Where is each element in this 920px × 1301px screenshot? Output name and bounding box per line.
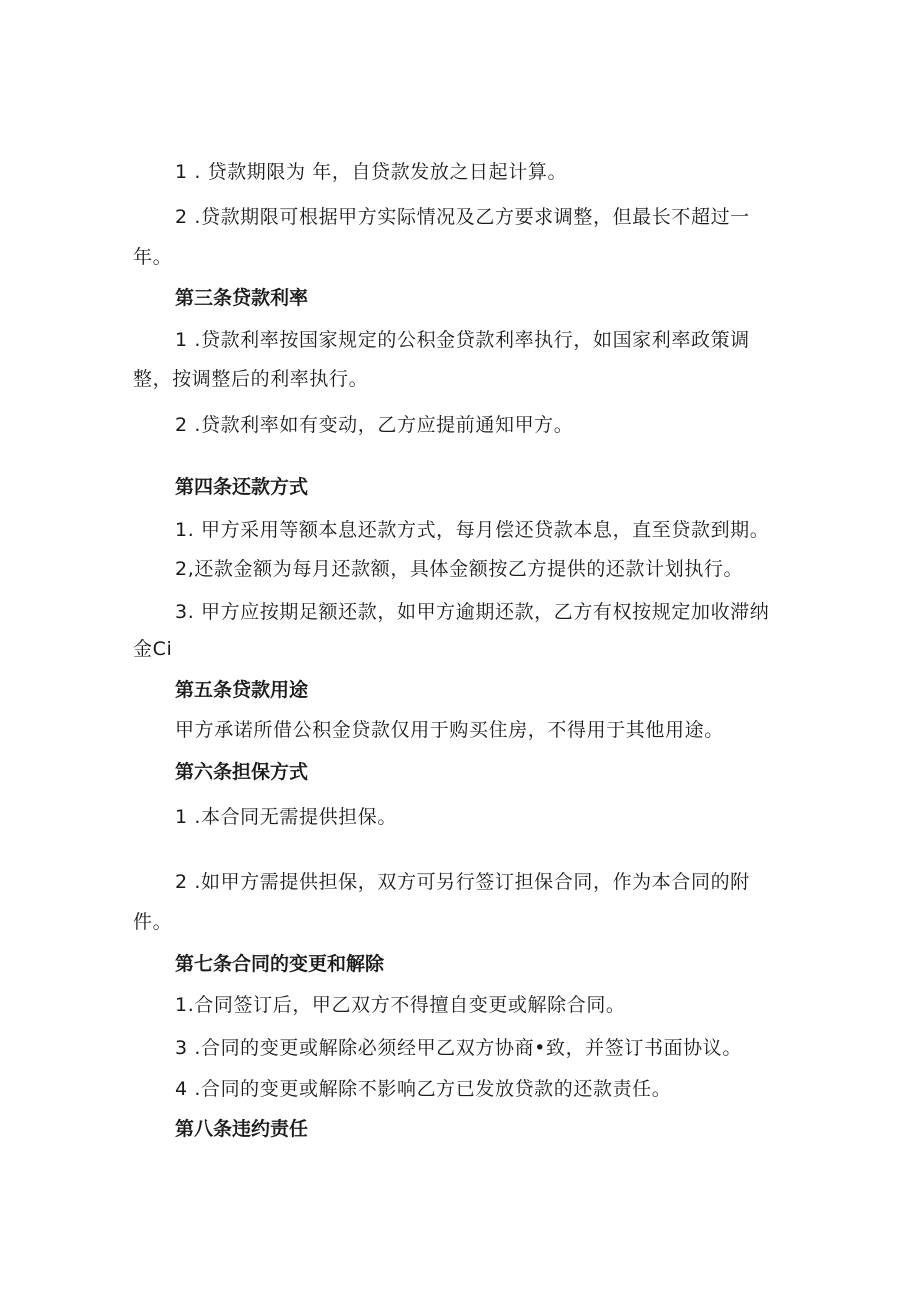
- repay-clause-1: 1. 甲方采用等额本息还款方式，每月偿还贷款本息，直至贷款到期。: [175, 519, 770, 541]
- heading-article-3: 第三条贷款利率: [175, 288, 309, 309]
- heading-article-5: 第五条贷款用途: [175, 680, 309, 701]
- repay-clause-3: 3. 甲方应按期足额还款，如甲方逾期还款，乙方有权按规定加收滞纳: [175, 601, 770, 623]
- term-clause-2: 2 .贷款期限可根据甲方实际情况及乙方要求调整，但最长不超过一: [175, 206, 750, 228]
- repay-clause-2: 2,还款金额为每月还款额，具体金额按乙方提供的还款计划执行。: [175, 558, 744, 580]
- rate-clause-1-cont: 整，按调整后的利率执行。: [133, 368, 369, 390]
- rate-clause-2: 2 .贷款利率如有变动，乙方应提前通知甲方。: [175, 414, 574, 436]
- change-clause-1: 1.合同签订后，甲乙双方不得擅自变更或解除合同。: [175, 994, 626, 1016]
- guarantee-clause-2-cont: 件。: [133, 911, 173, 933]
- change-clause-4: 4 .合同的变更或解除不影响乙方已发放贷款的还款责任。: [175, 1078, 672, 1100]
- heading-article-8: 第八条违约责任: [175, 1119, 309, 1140]
- rate-clause-1: 1 .贷款利率按国家规定的公积金贷款利率执行，如国家利率政策调: [175, 329, 750, 351]
- term-clause-1: 1 . 贷款期限为 年，自贷款发放之日起计算。: [175, 161, 568, 183]
- guarantee-clause-2: 2 .如甲方需提供担保，双方可另行签订担保合同，作为本合同的附: [175, 871, 750, 893]
- term-clause-2-cont: 年。: [133, 246, 173, 268]
- heading-article-7: 第七条合同的变更和解除: [175, 954, 385, 975]
- repay-clause-3-cont: 金Ci: [133, 638, 173, 660]
- guarantee-clause-1: 1 .本合同无需提供担保。: [175, 806, 397, 828]
- heading-article-4: 第四条还款方式: [175, 477, 309, 498]
- change-clause-3: 3 .合同的变更或解除必须经甲乙双方协商•致，并签订书面协议。: [175, 1037, 742, 1059]
- usage-clause: 甲方承诺所借公积金贷款仅用于购买住房，不得用于其他用途。: [175, 719, 724, 741]
- heading-article-6: 第六条担保方式: [175, 762, 309, 783]
